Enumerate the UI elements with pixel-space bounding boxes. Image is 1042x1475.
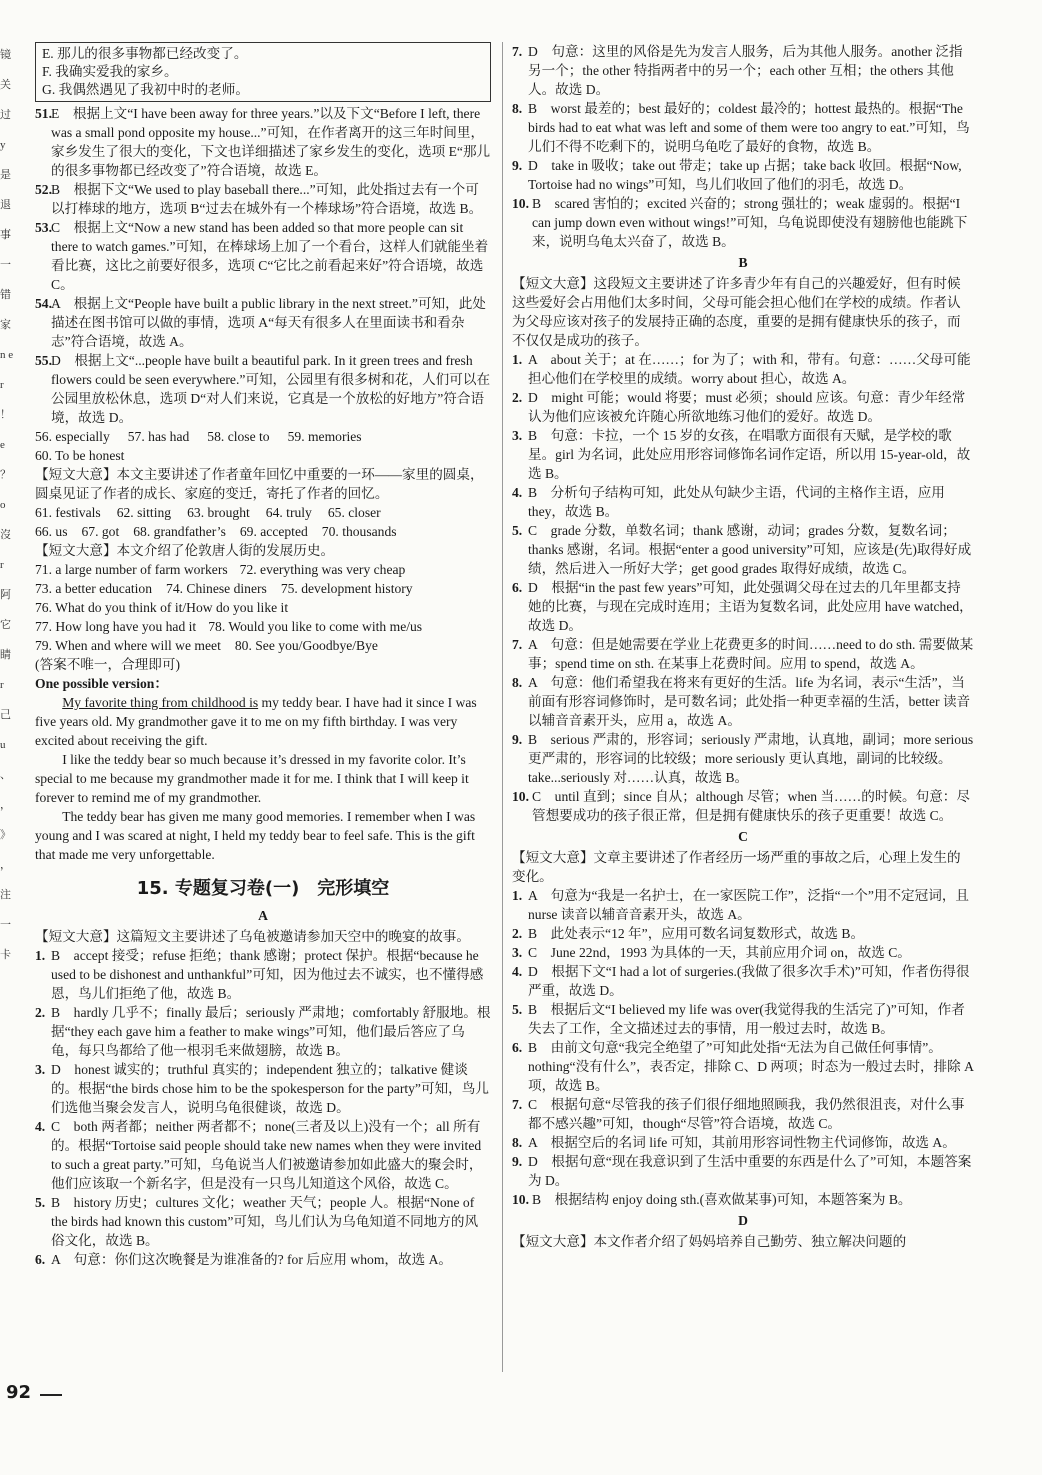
answer-text: C both 两者都；neither 两者都不；none(三者及以上)没有一个；all 所有的。根据“Tortoise said people should take new names when they were invited to such a great party.”可知，乌龟说当人们被邀请参加如此盛大的聚会时，他们应该取一个新名字，但是没有一只鸟儿知道这个风俗，故选 C。 bbox=[51, 1119, 483, 1191]
answer-item: 2. D might 可能；would 将要；must 必须；should 应该。句意：青少年经常认为他们应该被允许随心所欲地练习他们的爱好。故选 D。 bbox=[512, 390, 966, 424]
answer-item: 10. B 根据结构 enjoy doing sth.(喜欢做某事)可知，本题答案为 B。 bbox=[512, 1192, 912, 1207]
answer-item: 5. B history 历史；cultures 文化；weather 天气；people 人。根据“None of the birds had known this custom”可知，鸟儿们认为乌龟知道不同地方的风俗文化，故选 B。 bbox=[35, 1195, 479, 1248]
answer-text: B serious 严肃的，形容词；seriously 严肃地，认真地，副词；more serious 更严肃的，形容词的比较级；more seriously 更认真地，副词的比较级。take...seriously 对……认真，故选 B。 bbox=[528, 732, 974, 785]
answer-item: 5. C grade 分数，单数名词；thank 感谢，动词；grades 分数，复数名词；thanks 感谢，名词。根据“enter a good university”可知，应该是(先)取得好成绩，然后进入一所好大学；get good grades 取得好成绩，故选 C。 bbox=[512, 523, 972, 576]
answer-text: A 句意：你们这次晚餐是为谁准备的? for 后应用 whom，故选 A。 bbox=[51, 1252, 453, 1267]
answer-item: 3. B 句意：卡拉，一个 15 岁的女孩，在唱歌方面很有天赋，是学校的歌星。girl 为名词，此处应用形容词修饰名词作定语，所以用 15-year-old，故选 B。 bbox=[512, 428, 971, 481]
answer-item: 52. B 根据下文“We used to play baseball there...”可知，此处指过去有一个可以打棒球的地方，选项 B“过去在城外有一个棒球场”符合语境，故选 B。 bbox=[35, 182, 483, 216]
left-column bbox=[35, 42, 491, 1269]
answer-row-73: 73. a better education 74. Chinese diners 75. development history bbox=[35, 581, 413, 596]
answer-item: 4. C both 两者都；neither 两者都不；none(三者及以上)没有一个；all 所有的。根据“Tortoise said people should take new names when they were invited to such a great party.”可知，乌龟说当人们被邀请参加如此盛大的聚会时，他们应该取一个新名字，但是没有一只鸟儿知道这个风俗，故选 C。 bbox=[35, 1119, 483, 1191]
answer-text: A 根据空后的名词 life 可知，其前用形容词性物主代词修饰，故选 A。 bbox=[528, 1135, 956, 1150]
answer-row-77: 77. How long have you had it 78. Would you like to come with me/us bbox=[35, 619, 423, 634]
page-number-dash bbox=[40, 1394, 62, 1396]
answer-item: 54. A 根据上文“People have built a public library in the next street.”可知，此处描述在图书馆可以做的事情，选项 A“每天有很多人在里面读书和看杂志”符合语境，故选 A。 bbox=[35, 296, 486, 349]
answer-text: C June 22nd，1993 为具体的一天，其前应用介词 on，故选 C。 bbox=[528, 945, 911, 960]
answer-item: 9. D take in 吸收；take out 带走；take up 占据；take back 收回。根据“Now, Tortoise had no wings”可知，鸟儿们收回了他们的羽毛，故选 D。 bbox=[512, 158, 962, 192]
part-heading-d: D bbox=[738, 1213, 748, 1228]
answer-item: 6. B 由前文句意“我完全绝望了”可知此处指“无法为自己做任何事情”。nothing“没有什么”，表否定，排除 C、D 两项；时态为一般过去时，排除 A 项，故选 B。 bbox=[512, 1040, 974, 1093]
answer-text: B history 历史；cultures 文化；weather 天气；people 人。根据“None of the birds had known this custom”可知，鸟儿们认为乌龟知道不同地方的风俗文化，故选 B。 bbox=[51, 1195, 479, 1248]
answer-item: 6. A 句意：你们这次晚餐是为谁准备的? for 后应用 whom，故选 A。 bbox=[35, 1252, 453, 1267]
answer-text: A 句意为“我是一名护士，在一家医院工作”，泛指“一个”用不定冠词，且 nurse 读音以辅音音素开头，故选 A。 bbox=[528, 888, 970, 922]
answer-item: 10. C until 直到；since 自从；although 尽管；when 当……的时候。句意：尽管想要成功的孩子很正常，但是拥有健康快乐的孩子更重要！故选 C。 bbox=[512, 789, 970, 823]
answer-row-66: 66. us 67. got 68. grandfather’s 69. accepted 70. thousands bbox=[35, 524, 397, 539]
answer-text: A 句意：但是她需要在学业上花费更多的时间……need to do sth. 需要做某事；spend time on sth. 在某事上花费时间。应用 to spend，故选 A。 bbox=[528, 637, 974, 671]
answer-text: C 根据上文“Now a new stand has been added so that more people can sit there to watch games.”可知，在棒球场上加了一个看台，这样人们就能坐着看比赛，这比之前要好很多，选项 C“它比之前看起来好”符合语境，故选 C。 bbox=[51, 220, 489, 292]
answer-item: 8. A 句意：他们希望我在将来有更好的生活。life 为名词，表示“生活”，当前面有形容词修饰时，是可数名词；此处指一种更幸福的生活，better 读音以辅音音素开头，应用 a，故选 A。 bbox=[512, 675, 971, 728]
answer-item: 7. A 句意：但是她需要在学业上花费更多的时间……need to do sth. 需要做某事；spend time on sth. 在某事上花费时间。应用 to spend，故选 A。 bbox=[512, 637, 974, 671]
answer-item: 1. A 句意为“我是一名护士，在一家医院工作”，泛指“一个”用不定冠词，且 nurse 读音以辅音音素开头，故选 A。 bbox=[512, 888, 970, 922]
answer-row-60: 60. To be honest bbox=[35, 448, 125, 463]
answer-text: D 根据句意“现在我意识到了生活中重要的东西是什么了”可知，本题答案为 D。 bbox=[528, 1154, 972, 1188]
summary-part-a: 【短文大意】这篇短文主要讲述了乌龟被邀请参加天空中的晚宴的故事。 bbox=[35, 929, 470, 944]
answer-text: D 根据上文“...people have built a beautiful park. In it green trees and fresh flowers could be seen everywhere.”可知，公园里有很多树和花，人们可以在公园里放松休息，选项 D“对人们来说，它真是一个放松的好地方”符合语境，故选 D。 bbox=[51, 353, 491, 425]
answer-item: 55. D 根据上文“...people have built a beautiful park. In it green trees and fresh flowers could be seen everywhere.”可知，公园里有很多树和花，人们可以在公园里放松休息，选项 D“对人们来说，它真是一个放松的好地方”符合语境，故选 D。 bbox=[35, 353, 491, 425]
option-g: G. 我偶然遇见了我初中时的老师。 bbox=[42, 82, 249, 97]
answer-item: 6. D 根据“in the past few years”可知，此处强调父母在过去的几年里都支持她的比赛，与现在完成时连用；主语为复数名词，此处应用 have watched，故选 D。 bbox=[512, 580, 973, 633]
answer-text: B 根据结构 enjoy doing sth.(喜欢做某事)可知，本题答案为 B。 bbox=[532, 1192, 912, 1207]
answer-item: 7. C 根据句意“尽管我的孩子们很仔细地照顾我，我仍然很沮丧，对什么事都不感兴趣”可知，though“尽管”符合语境，故选 C。 bbox=[512, 1097, 965, 1131]
answer-item: 3. D honest 诚实的；truthful 真实的；independent 独立的；talkative 健谈的。根据“the birds chose him to be the spokesperson for the party”可知，鸟儿们选他当聚会发言人，说明乌龟很健谈，故选 D。 bbox=[35, 1062, 489, 1115]
answer-item: 2. B 此处表示“12 年”，应用可数名词复数形式，故选 B。 bbox=[512, 926, 865, 941]
answer-text: B 句意：卡拉，一个 15 岁的女孩，在唱歌方面很有天赋，是学校的歌星。girl 为名词，此处应用形容词修饰名词作定语，所以用 15-year-old，故选 B。 bbox=[528, 428, 971, 481]
answer-item: 2. B hardly 几乎不；finally 最后；seriously 严肃地；comfortably 舒服地。根据“they each gave him a feather to make wings”可知，他们最后答应了乌龟，每只鸟都给了他一根羽毛来做翅膀，故选 B。 bbox=[35, 1005, 491, 1058]
answer-text: A 句意：他们希望我在将来有更好的生活。life 为名词，表示“生活”，当前面有形容词修饰时，是可数名词；此处指一种更幸福的生活，better 读音以辅音音素开头，应用 a，故选 A。 bbox=[528, 675, 971, 728]
answer-text: D 根据“in the past few years”可知，此处强调父母在过去的几年里都支持她的比赛，与现在完成时连用；主语为复数名词，此处应用 have watched，故选 D。 bbox=[528, 580, 973, 633]
options-box bbox=[35, 42, 491, 102]
answer-text: D take in 吸收；take out 带走；take up 占据；take back 收回。根据“Now, Tortoise had no wings”可知，鸟儿们收回了他们的羽毛，故选 D。 bbox=[528, 158, 962, 192]
answer-item: 10. B scared 害怕的；excited 兴奋的；strong 强壮的；weak 虚弱的。根据“I can jump down even without wings!”可知，乌龟说即使没有翅膀他也能跳下来，说明乌龟太兴奋了，故选 B。 bbox=[512, 196, 968, 249]
answer-text: A about 关于；at 在……；for 为了；with 和，带有。句意：……父母可能担心他们在学校里的成绩。worry about 担心，故选 A。 bbox=[528, 352, 971, 386]
answer-text: D 根据下文“I had a lot of surgeries.(我做了很多次手术)”可知，作者伤得很严重，故选 D。 bbox=[528, 964, 970, 998]
answer-item: 7. D 句意：这里的风俗是先为发言人服务，后为其他人服务。another 泛指另一个；the other 特指两者中的另一个；each other 互相；the others 其他人。故选 D。 bbox=[512, 44, 963, 97]
option-e: E. 那儿的很多事物都已经改变了。 bbox=[42, 46, 248, 61]
answer-text: A 根据上文“People have built a public library in the next street.”可知，此处描述在图书馆可以做的事情，选项 A“每天有很多人在里面读书和看杂志”符合语境，故选 A。 bbox=[51, 296, 486, 349]
answer-text: B 分析句子结构可知，此处从句缺少主语，代词的主格作主语，应用 they，故选 B。 bbox=[528, 485, 945, 519]
answer-text: D might 可能；would 将要；must 必须；should 应该。句意：青少年经常认为他们应该被允许随心所欲地练习他们的爱好。故选 D。 bbox=[528, 390, 966, 424]
answer-text: B 由前文句意“我完全绝望了”可知此处指“无法为自己做任何事情”。nothing“没有什么”，表否定，排除 C、D 两项；时态为一般过去时，排除 A 项，故选 B。 bbox=[528, 1040, 974, 1093]
answer-item: 4. D 根据下文“I had a lot of surgeries.(我做了很多次手术)”可知，作者伤得很严重，故选 D。 bbox=[512, 964, 970, 998]
summary-chinatown: 【短文大意】本文介绍了伦敦唐人街的发展历史。 bbox=[35, 543, 335, 558]
answer-row-76: 76. What do you think of it/How do you like it bbox=[35, 600, 289, 615]
answer-text: D 句意：这里的风俗是先为发言人服务，后为其他人服务。another 泛指另一个；the other 特指两者中的另一个；each other 互相；the others 其他人。故选 D。 bbox=[528, 44, 963, 97]
answer-text: B 根据后文“I believed my life was over(我觉得我的生活完了)”可知，作者失去了工作，全文描述过去的事情，用一般过去时，故选 B。 bbox=[528, 1002, 965, 1036]
answer-item: 8. A 根据空后的名词 life 可知，其前用形容词性物主代词修饰，故选 A。 bbox=[512, 1135, 956, 1150]
answer-item: 51. E 根据上文“I have been away for three years.”以及下文“Before I left, there was a small pond opposite my house...”可知，在作者离开的这三年时间里，家乡发生了很大的变化，下文也详细描述了家乡发生的变化，选项 E“那儿的很多事物都已经改变了”符合语境，故选 E。 bbox=[35, 106, 491, 178]
answer-text: B scared 害怕的；excited 兴奋的；strong 强壮的；weak 虚弱的。根据“I can jump down even without wings!”可知，乌龟说即使没有翅膀他也能跳下来，说明乌龟太兴奋了，故选 B。 bbox=[532, 196, 968, 249]
answer-text: B accept 接受；refuse 拒绝；thank 感谢；protect 保护。根据“because he used to be dishonest and unthankful”可知，因为他过去不诚实，也不懂得感恩，鸟儿们拒绝了他，故选 B。 bbox=[51, 948, 484, 1001]
right-column bbox=[512, 42, 974, 1251]
answer-item: 9. B serious 严肃的，形容词；seriously 严肃地，认真地，副词；more serious 更严肃的，形容词的比较级；more seriously 更认真地，副词的比较级。take...seriously 对……认真，故选 B。 bbox=[512, 732, 974, 785]
answer-text: E 根据上文“I have been away for three years.”以及下文“Before I left, there was a small pond opposite my house...”可知，在作者离开的这三年时间里，家乡发生了很大的变化，下文也详细描述了家乡发生的变化，选项 E“那儿的很多事物都已经改变了”符合语境，故选 E。 bbox=[51, 106, 491, 178]
answer-row-61: 61. festivals 62. sitting 63. brought 64. truly 65. closer bbox=[35, 505, 381, 520]
answer-item: 4. B 分析句子结构可知，此处从句缺少主语，代词的主格作主语，应用 they，故选 B。 bbox=[512, 485, 945, 519]
answer-item: 1. A about 关于；at 在……；for 为了；with 和，带有。句意：……父母可能担心他们在学校里的成绩。worry about 担心，故选 A。 bbox=[512, 352, 971, 386]
page-number: 92 bbox=[6, 1382, 32, 1403]
answer-item: 8. B worst 最差的；best 最好的；coldest 最冷的；hottest 最热的。根据“The birds had to eat what was left and some of them were too angry to eat.”可知，鸟儿们不得不吃剩下的，说明乌龟吃了最好的食物，故选 B。 bbox=[512, 101, 970, 154]
answer-text: D honest 诚实的；truthful 真实的；independent 独立的；talkative 健谈的。根据“the birds chose him to be the spokesperson for the party”可知，鸟儿们选他当聚会发言人，说明乌龟很健谈，故选 D。 bbox=[51, 1062, 489, 1115]
part-heading-c: C bbox=[738, 829, 748, 844]
summary-part-b: 【短文大意】这段短文主要讲述了许多青少年有自己的兴趣爱好，但有时候这些爱好会占用他们太多时间，父母可能会担心他们在学校的成绩。作者认为父母应该对孩子的发展持正确的态度，重要的是拥有健康快乐的孩子，而不仅仅是成功的孩子。 bbox=[512, 276, 961, 348]
answer-text: B 此处表示“12 年”，应用可数名词复数形式，故选 B。 bbox=[528, 926, 865, 941]
answer-note: (答案不唯一，合理即可) bbox=[35, 657, 180, 672]
summary-part-d: 【短文大意】本文作者介绍了妈妈培养自己勤劳、独立解决问题的 bbox=[512, 1234, 907, 1249]
answer-item: 3. C June 22nd，1993 为具体的一天，其前应用介词 on，故选 C。 bbox=[512, 945, 911, 960]
answer-item: 53. C 根据上文“Now a new stand has been added so that more people can sit there to watch games.”可知，在棒球场上加了一个看台，这样人们就能坐着看比赛，这比之前要好很多，选项 C“它比之前看起来好”符合语境，故选 C。 bbox=[35, 220, 489, 292]
answer-text: B worst 最差的；best 最好的；coldest 最冷的；hottest 最热的。根据“The birds had to eat what was left and some of them were too angry to eat.”可知，鸟儿们不得不吃剩下的，说明乌龟吃了最好的食物，故选 B。 bbox=[528, 101, 970, 154]
version-label: One possible version： bbox=[35, 676, 168, 691]
section-title: 15. 专题复习卷(一) 完形填空 bbox=[136, 878, 390, 899]
answer-item: 5. B 根据后文“I believed my life was over(我觉得我的生活完了)”可知，作者失去了工作，全文描述过去的事情，用一般过去时，故选 B。 bbox=[512, 1002, 965, 1036]
answer-text: C 根据句意“尽管我的孩子们很仔细地照顾我，我仍然很沮丧，对什么事都不感兴趣”可知，though“尽管”符合语境，故选 C。 bbox=[528, 1097, 965, 1131]
part-heading-a: A bbox=[258, 908, 268, 923]
column-divider bbox=[502, 42, 503, 1372]
essay-paragraph: The teddy bear has given me many good memories. I remember when I was young and I was scared at night, I held my teddy bear to feel safe. This is the gift that made me very unforgettable. bbox=[35, 809, 476, 862]
essay-paragraph: I like the teddy bear so much because it’s dressed in my favorite color. It’s special to me because my grandmother made it for me. I think that I will keep it forever to remind me of my grandmother. bbox=[35, 752, 469, 805]
answer-item: 1. B accept 接受；refuse 拒绝；thank 感谢；protect 保护。根据“because he used to be dishonest and unthankful”可知，因为他过去不诚实，也不懂得感恩，鸟儿们拒绝了他，故选 B。 bbox=[35, 948, 484, 1001]
option-f: F. 我确实爱我的家乡。 bbox=[42, 64, 178, 79]
answer-item: 9. D 根据句意“现在我意识到了生活中重要的东西是什么了”可知，本题答案为 D。 bbox=[512, 1154, 972, 1188]
answer-text: B hardly 几乎不；finally 最后；seriously 严肃地；comfortably 舒服地。根据“they each gave him a feather to make wings”可知，他们最后答应了乌龟，每只鸟都给了他一根羽毛来做翅膀，故选 B。 bbox=[51, 1005, 491, 1058]
answer-text: B 根据下文“We used to play baseball there...”可知，此处指过去有一个可以打棒球的地方，选项 B“过去在城外有一个棒球场”符合语境，故选 B。 bbox=[51, 182, 483, 216]
summary-round-table: 【短文大意】本文主要讲述了作者童年回忆中重要的一环——家里的圆桌，圆桌见证了作者的成长、家庭的变迁，寄托了作者的回忆。 bbox=[35, 467, 484, 501]
answer-text: C until 直到；since 自从；although 尽管；when 当……的时候。句意：尽管想要成功的孩子很正常，但是拥有健康快乐的孩子更重要！故选 C。 bbox=[532, 789, 970, 823]
binding-edge-text: 镜 关 过 y 是 退 事 一 错 家 n e r ！ e ？ o 沒 r 阿 它 睛 r 己 u 、 ， 》 ， 注 一 卡 bbox=[0, 49, 14, 961]
answer-row-56: 56. especially 57. has had 58. close to 59. memories bbox=[35, 429, 362, 444]
essay-paragraph: My favorite thing from childhood is my teddy bear. I have had it since I was five years old. My grandmother gave it to me on my fifth birthday. I was very excited about receiving the gift. bbox=[35, 695, 477, 748]
summary-part-c: 【短文大意】文章主要讲述了作者经历一场严重的事故之后，心理上发生的变化。 bbox=[512, 850, 961, 884]
answer-row-71: 71. a large number of farm workers 72. everything was very cheap bbox=[35, 562, 406, 577]
answer-text: C grade 分数，单数名词；thank 感谢，动词；grades 分数，复数名词；thanks 感谢，名词。根据“enter a good university”可知，应该是(先)取得好成绩，然后进入一所好大学；get good grades 取得好成绩，故选 C。 bbox=[528, 523, 972, 576]
part-heading-b: B bbox=[738, 255, 748, 270]
answer-row-79: 79. When and where will we meet 80. See you/Goodbye/Bye bbox=[35, 638, 378, 653]
